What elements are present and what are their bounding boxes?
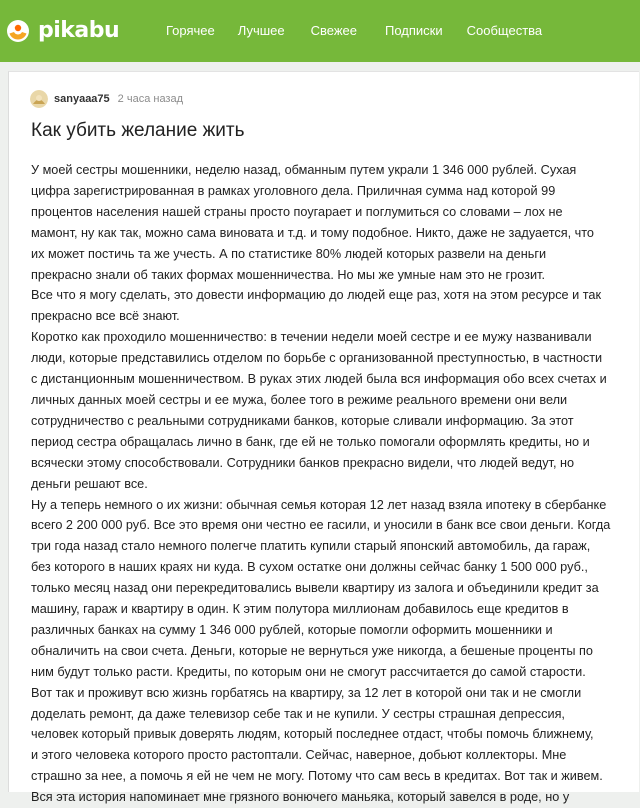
main-nav	[166, 0, 542, 62]
post-author-link[interactable]: sanyaaa75	[54, 93, 110, 105]
post-text-line: прекрасно все всё знают.	[31, 309, 180, 324]
pikabu-logo-icon	[6, 19, 30, 43]
site-logo[interactable]	[6, 19, 119, 43]
post-text-line: без которого в наших краях ни куда. В сухом остатке они должны сейчас банку 1 500 000 руб.,	[31, 560, 588, 575]
nav-best[interactable]: Лучшее	[237, 23, 285, 38]
post-text-line: и этого человека которого просто растоптали. Сейчас, наверное, добьют коллекторы. Мне	[31, 748, 567, 763]
nav-communities[interactable]: Сообщества	[466, 23, 543, 38]
logo-text: pikabu	[38, 18, 120, 43]
post-text-line: цифра зарегистрированная в рамках уголовного дела. Приличная сумма над которой 99	[31, 183, 556, 198]
post-text-line: только месяц назад они перекредитовались вывели квартиру из залога и объединили кредит за	[31, 581, 599, 596]
post-card	[8, 71, 639, 805]
post-text-line: прекрасно знали об таких формах мошенничества. Но мы же умные нам это не грозит.	[31, 267, 545, 282]
post-text-line: личных данных моей сестры и ее мужа, более того в режиме реального времени они вели	[31, 392, 568, 407]
post-text-line: Все что я могу сделать, это довести информацию до людей еще раз, хотя на этом ресурсе и так	[31, 288, 602, 303]
post-meta	[30, 89, 183, 109]
post-text-line: деньги решают все.	[31, 476, 148, 491]
post-text-line: машину, гараж и квартиру в один. К этим полутора миллионам добавилось еще кредитов в	[31, 602, 569, 617]
post-text-line: процентов населения нашей страны просто поугарает и поглумиться со словами – лох не	[31, 204, 563, 219]
post-time: 2 часа назад	[117, 93, 184, 105]
post-text-line: Ну а теперь немного о их жизни: обычная семья которая 12 лет назад взяла ипотеку в сбербанке	[31, 497, 607, 512]
post-text-line: люди, которые представились отделом по борьбе с организованной преступностью, в частности	[31, 351, 603, 366]
post-text-line: доделать ремонт, да даже телевизор себе так и не купили. У сестры страшная депрессия,	[31, 706, 565, 721]
post-text-line: человек который привык доверять людям, который последнее отдаст, чтобы помочь ближнему,	[31, 727, 594, 742]
post-text-line: их может постичь та же учесть. А по статистике 80% людей которых развели на деньги	[31, 246, 547, 261]
post-text-line: У моей сестры мошенники, неделю назад, обманным путем украли 1 346 000 рублей. Сухая	[31, 163, 577, 177]
post-text-line: сотрудничество с реальными сотрудниками банков, которые сливали информацию. За этот	[31, 413, 574, 428]
post-text-line: ним будут только расти. Кредиты, по которым они не смогут рассчитается до самой старости.	[31, 664, 586, 679]
post-text-line: период сестра обращалась лично в банк, где ей не только помогали оформлять кредиты, но и	[31, 434, 590, 449]
post-text-line: мамонт, ну как так, можно сама виновата и т.д. и тому подобное. Никто, даже не задуается, что	[31, 225, 594, 240]
post-text-line: Вся эта история напоминает мне грязного вонючего маньяка, который завелся в роде, но у	[31, 790, 570, 805]
post-text-line: обналичить на свои счета. Деньги, которые не вернуться уже никогда, а бешеные проценты по	[31, 643, 593, 658]
top-navigation-bar	[0, 0, 640, 62]
post-text-line: с дистанционным мошенничеством. В руках этих людей была вся информация обо всех счетах и	[31, 372, 607, 387]
post-text-line: всего 2 200 000 руб. Все это время они честно ее гасили, и уносили в банк все свои деньги. Когда	[31, 518, 611, 533]
avatar[interactable]	[30, 90, 48, 108]
post-title[interactable]: Как убить желание жить	[31, 120, 245, 141]
post-text-line: всячески этому способствовали. Сотрудники банков прекрасно видели, что людей ведут, но	[31, 455, 575, 470]
post-text-line: Коротко как проходило мошенничество: в течении недели моей сестре и ее мужу названивали	[31, 330, 592, 345]
nav-fresh[interactable]: Свежее	[310, 23, 357, 38]
post-body	[31, 160, 619, 808]
post-text-line: три года назад стало немного полегче платить купили старый японский автомобиль, да гараж,	[31, 539, 591, 554]
post-text-line: Вот так и проживут всю жизнь горбатясь на квартиру, за 12 лет в которой они так и не смогли	[31, 685, 582, 700]
nav-subscriptions[interactable]: Подписки	[385, 23, 443, 38]
post-text-line: страшно за нее, а помочь я ей не чем не могу. Потому что сам весь в кредитах. Вот так и живем.	[31, 769, 603, 784]
nav-hot[interactable]: Горячее	[166, 23, 215, 38]
post-text-line: различных банках на сумму 1 346 000 рублей, которые помогли оформить мошенники и	[31, 622, 553, 637]
